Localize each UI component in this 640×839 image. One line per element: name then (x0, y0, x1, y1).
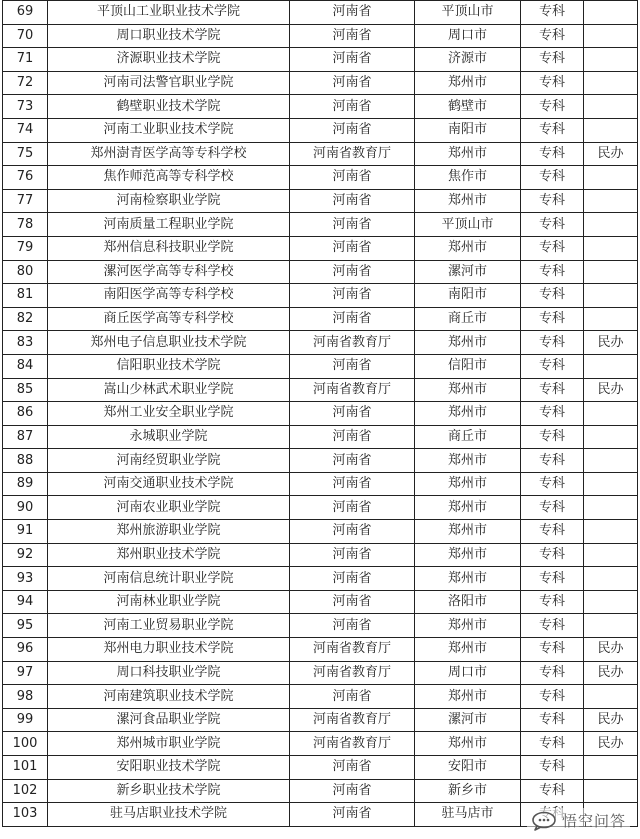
cell-note: 民办 (584, 661, 638, 685)
cell-college-name: 周口科技职业学院 (48, 661, 290, 685)
cell-city: 郑州市 (415, 685, 521, 709)
cell-college-name: 商丘医学高等专科学校 (48, 307, 290, 331)
table-row (3, 189, 638, 213)
table-row (3, 425, 638, 449)
cell-number: 98 (3, 685, 48, 709)
cell-college-name: 驻马店职业技术学院 (48, 803, 290, 827)
table-row (3, 378, 638, 402)
cell-level: 专科 (521, 402, 584, 426)
cell-level: 专科 (521, 756, 584, 780)
cell-city: 驻马店市 (415, 803, 521, 827)
cell-level: 专科 (521, 661, 584, 685)
speech-bubble-icon (531, 811, 557, 831)
cell-number: 89 (3, 472, 48, 496)
cell-level: 专科 (521, 189, 584, 213)
cell-city: 郑州市 (415, 189, 521, 213)
cell-note (584, 779, 638, 803)
table-row (3, 118, 638, 142)
table-row (3, 472, 638, 496)
table-row (3, 543, 638, 567)
table-row (3, 213, 638, 237)
cell-level: 专科 (521, 307, 584, 331)
cell-note (584, 95, 638, 119)
cell-note: 民办 (584, 708, 638, 732)
cell-authority: 河南省 (290, 449, 415, 473)
cell-city: 郑州市 (415, 543, 521, 567)
cell-note (584, 307, 638, 331)
cell-level: 专科 (521, 1, 584, 25)
cell-city: 郑州市 (415, 331, 521, 355)
cell-number: 96 (3, 638, 48, 662)
cell-note (584, 189, 638, 213)
cell-level: 专科 (521, 614, 584, 638)
cell-number: 69 (3, 1, 48, 25)
cell-city: 郑州市 (415, 638, 521, 662)
table-row (3, 354, 638, 378)
table-row (3, 708, 638, 732)
cell-college-name: 鹤壁职业技术学院 (48, 95, 290, 119)
cell-note: 民办 (584, 638, 638, 662)
table-row (3, 590, 638, 614)
cell-level: 专科 (521, 142, 584, 166)
cell-note (584, 543, 638, 567)
cell-authority: 河南省 (290, 95, 415, 119)
cell-authority: 河南省 (290, 1, 415, 25)
cell-city: 郑州市 (415, 520, 521, 544)
cell-city: 漯河市 (415, 708, 521, 732)
cell-number: 100 (3, 732, 48, 756)
cell-number: 101 (3, 756, 48, 780)
cell-level: 专科 (521, 95, 584, 119)
cell-level: 专科 (521, 260, 584, 284)
cell-college-name: 郑州澍青医学高等专科学校 (48, 142, 290, 166)
cell-college-name: 郑州旅游职业学院 (48, 520, 290, 544)
cell-city: 郑州市 (415, 402, 521, 426)
cell-authority: 河南省 (290, 779, 415, 803)
cell-authority: 河南省 (290, 48, 415, 72)
cell-city: 郑州市 (415, 496, 521, 520)
cell-note (584, 685, 638, 709)
cell-level: 专科 (521, 543, 584, 567)
cell-note (584, 284, 638, 308)
cell-note (584, 118, 638, 142)
cell-city: 南阳市 (415, 118, 521, 142)
cell-college-name: 河南信息统计职业学院 (48, 567, 290, 591)
cell-level: 专科 (521, 284, 584, 308)
cell-college-name: 漯河医学高等专科学校 (48, 260, 290, 284)
cell-note (584, 614, 638, 638)
cell-level: 专科 (521, 48, 584, 72)
cell-level: 专科 (521, 567, 584, 591)
table-row (3, 614, 638, 638)
cell-authority: 河南省 (290, 402, 415, 426)
cell-level: 专科 (521, 472, 584, 496)
table-row (3, 661, 638, 685)
cell-college-name: 河南经贸职业学院 (48, 449, 290, 473)
cell-college-name: 郑州职业技术学院 (48, 543, 290, 567)
table-row (3, 732, 638, 756)
cell-authority: 河南省教育厅 (290, 378, 415, 402)
cell-city: 郑州市 (415, 614, 521, 638)
cell-college-name: 平顶山工业职业技术学院 (48, 1, 290, 25)
cell-number: 99 (3, 708, 48, 732)
cell-number: 76 (3, 166, 48, 190)
table-row (3, 331, 638, 355)
table-row (3, 71, 638, 95)
cell-number: 74 (3, 118, 48, 142)
cell-college-name: 河南农业职业学院 (48, 496, 290, 520)
cell-city: 平顶山市 (415, 213, 521, 237)
cell-authority: 河南省 (290, 213, 415, 237)
cell-number: 92 (3, 543, 48, 567)
cell-note (584, 24, 638, 48)
cell-note (584, 496, 638, 520)
cell-note (584, 567, 638, 591)
cell-college-name: 郑州城市职业学院 (48, 732, 290, 756)
cell-number: 82 (3, 307, 48, 331)
cell-city: 平顶山市 (415, 1, 521, 25)
cell-authority: 河南省 (290, 118, 415, 142)
cell-level: 专科 (521, 118, 584, 142)
table-row (3, 779, 638, 803)
table-row (3, 95, 638, 119)
table-body (3, 1, 638, 827)
cell-college-name: 永城职业学院 (48, 425, 290, 449)
cell-number: 88 (3, 449, 48, 473)
cell-number: 71 (3, 48, 48, 72)
cell-level: 专科 (521, 732, 584, 756)
cell-city: 郑州市 (415, 378, 521, 402)
cell-college-name: 河南交通职业技术学院 (48, 472, 290, 496)
cell-authority: 河南省 (290, 472, 415, 496)
table-row (3, 284, 638, 308)
cell-number: 85 (3, 378, 48, 402)
cell-authority: 河南省 (290, 543, 415, 567)
cell-level: 专科 (521, 685, 584, 709)
cell-note: 民办 (584, 732, 638, 756)
cell-note (584, 236, 638, 260)
cell-authority: 河南省 (290, 284, 415, 308)
watermark (527, 808, 630, 833)
cell-authority: 河南省 (290, 307, 415, 331)
cell-authority: 河南省 (290, 71, 415, 95)
cell-college-name: 河南建筑职业技术学院 (48, 685, 290, 709)
cell-city: 安阳市 (415, 756, 521, 780)
cell-authority: 河南省 (290, 24, 415, 48)
cell-note (584, 402, 638, 426)
cell-city: 郑州市 (415, 71, 521, 95)
table-row (3, 166, 638, 190)
cell-college-name: 漯河食品职业学院 (48, 708, 290, 732)
cell-city: 洛阳市 (415, 590, 521, 614)
cell-note (584, 48, 638, 72)
cell-authority: 河南省教育厅 (290, 661, 415, 685)
cell-college-name: 郑州工业安全职业学院 (48, 402, 290, 426)
cell-level: 专科 (521, 590, 584, 614)
cell-level: 专科 (521, 779, 584, 803)
cell-college-name: 安阳职业技术学院 (48, 756, 290, 780)
cell-level: 专科 (521, 520, 584, 544)
table-row (3, 567, 638, 591)
cell-number: 81 (3, 284, 48, 308)
cell-authority: 河南省 (290, 756, 415, 780)
cell-number: 77 (3, 189, 48, 213)
cell-college-name: 周口职业技术学院 (48, 24, 290, 48)
cell-city: 郑州市 (415, 472, 521, 496)
cell-city: 商丘市 (415, 307, 521, 331)
cell-note (584, 449, 638, 473)
cell-number: 78 (3, 213, 48, 237)
cell-authority: 河南省教育厅 (290, 708, 415, 732)
cell-authority: 河南省 (290, 236, 415, 260)
cell-city: 漯河市 (415, 260, 521, 284)
cell-authority: 河南省 (290, 354, 415, 378)
cell-number: 73 (3, 95, 48, 119)
cell-number: 84 (3, 354, 48, 378)
cell-level: 专科 (521, 236, 584, 260)
cell-authority: 河南省 (290, 614, 415, 638)
table-row (3, 756, 638, 780)
cell-number: 97 (3, 661, 48, 685)
cell-city: 郑州市 (415, 236, 521, 260)
table-row (3, 260, 638, 284)
cell-college-name: 南阳医学高等专科学校 (48, 284, 290, 308)
table-row (3, 142, 638, 166)
cell-city: 郑州市 (415, 142, 521, 166)
cell-number: 87 (3, 425, 48, 449)
table-row (3, 685, 638, 709)
cell-note (584, 520, 638, 544)
cell-note (584, 756, 638, 780)
cell-note: 民办 (584, 142, 638, 166)
cell-note (584, 472, 638, 496)
cell-city: 鹤壁市 (415, 95, 521, 119)
cell-number: 103 (3, 803, 48, 827)
cell-college-name: 焦作师范高等专科学校 (48, 166, 290, 190)
cell-authority: 河南省教育厅 (290, 142, 415, 166)
cell-note (584, 71, 638, 95)
table-row (3, 1, 638, 25)
cell-level: 专科 (521, 708, 584, 732)
cell-college-name: 河南质量工程职业学院 (48, 213, 290, 237)
cell-authority: 河南省 (290, 189, 415, 213)
cell-city: 郑州市 (415, 449, 521, 473)
table-row (3, 236, 638, 260)
cell-number: 95 (3, 614, 48, 638)
table-row (3, 307, 638, 331)
watermark-text: 悟空问答 (561, 812, 626, 830)
cell-note (584, 590, 638, 614)
cell-authority: 河南省教育厅 (290, 331, 415, 355)
cell-number: 90 (3, 496, 48, 520)
cell-number: 72 (3, 71, 48, 95)
cell-note (584, 260, 638, 284)
cell-college-name: 河南检察职业学院 (48, 189, 290, 213)
cell-number: 102 (3, 779, 48, 803)
cell-authority: 河南省 (290, 803, 415, 827)
cell-college-name: 济源职业技术学院 (48, 48, 290, 72)
cell-level: 专科 (521, 331, 584, 355)
cell-note: 民办 (584, 378, 638, 402)
cell-city: 周口市 (415, 24, 521, 48)
cell-city: 南阳市 (415, 284, 521, 308)
table-row (3, 638, 638, 662)
table-row (3, 520, 638, 544)
cell-authority: 河南省 (290, 590, 415, 614)
cell-city: 济源市 (415, 48, 521, 72)
cell-level: 专科 (521, 378, 584, 402)
cell-number: 79 (3, 236, 48, 260)
cell-number: 86 (3, 402, 48, 426)
cell-city: 郑州市 (415, 567, 521, 591)
college-table (2, 0, 638, 827)
cell-college-name: 河南林业职业学院 (48, 590, 290, 614)
cell-authority: 河南省教育厅 (290, 732, 415, 756)
cell-city: 新乡市 (415, 779, 521, 803)
cell-college-name: 信阳职业技术学院 (48, 354, 290, 378)
cell-college-name: 郑州电力职业技术学院 (48, 638, 290, 662)
cell-note (584, 213, 638, 237)
cell-note (584, 425, 638, 449)
cell-college-name: 河南司法警官职业学院 (48, 71, 290, 95)
cell-authority: 河南省 (290, 685, 415, 709)
cell-number: 75 (3, 142, 48, 166)
cell-authority: 河南省 (290, 496, 415, 520)
cell-note (584, 354, 638, 378)
cell-authority: 河南省 (290, 567, 415, 591)
table-row (3, 24, 638, 48)
cell-authority: 河南省 (290, 425, 415, 449)
cell-city: 商丘市 (415, 425, 521, 449)
cell-number: 80 (3, 260, 48, 284)
cell-college-name: 河南工业职业技术学院 (48, 118, 290, 142)
cell-level: 专科 (521, 449, 584, 473)
table-row (3, 449, 638, 473)
cell-number: 91 (3, 520, 48, 544)
table-row (3, 402, 638, 426)
cell-level: 专科 (521, 71, 584, 95)
cell-authority: 河南省 (290, 166, 415, 190)
cell-number: 94 (3, 590, 48, 614)
cell-city: 郑州市 (415, 732, 521, 756)
cell-authority: 河南省教育厅 (290, 638, 415, 662)
cell-note (584, 166, 638, 190)
cell-college-name: 河南工业贸易职业学院 (48, 614, 290, 638)
cell-city: 周口市 (415, 661, 521, 685)
cell-authority: 河南省 (290, 260, 415, 284)
cell-level: 专科 (521, 496, 584, 520)
cell-authority: 河南省 (290, 520, 415, 544)
cell-college-name: 郑州信息科技职业学院 (48, 236, 290, 260)
cell-city: 信阳市 (415, 354, 521, 378)
table-row (3, 496, 638, 520)
cell-level: 专科 (521, 24, 584, 48)
cell-number: 70 (3, 24, 48, 48)
cell-level: 专科 (521, 213, 584, 237)
cell-city: 焦作市 (415, 166, 521, 190)
cell-number: 83 (3, 331, 48, 355)
cell-note: 民办 (584, 331, 638, 355)
cell-note (584, 1, 638, 25)
cell-number: 93 (3, 567, 48, 591)
cell-level: 专科 (521, 638, 584, 662)
cell-level: 专科 (521, 425, 584, 449)
cell-college-name: 嵩山少林武术职业学院 (48, 378, 290, 402)
cell-level: 专科 (521, 354, 584, 378)
cell-college-name: 新乡职业技术学院 (48, 779, 290, 803)
cell-level: 专科 (521, 166, 584, 190)
cell-college-name: 郑州电子信息职业技术学院 (48, 331, 290, 355)
table-row (3, 48, 638, 72)
